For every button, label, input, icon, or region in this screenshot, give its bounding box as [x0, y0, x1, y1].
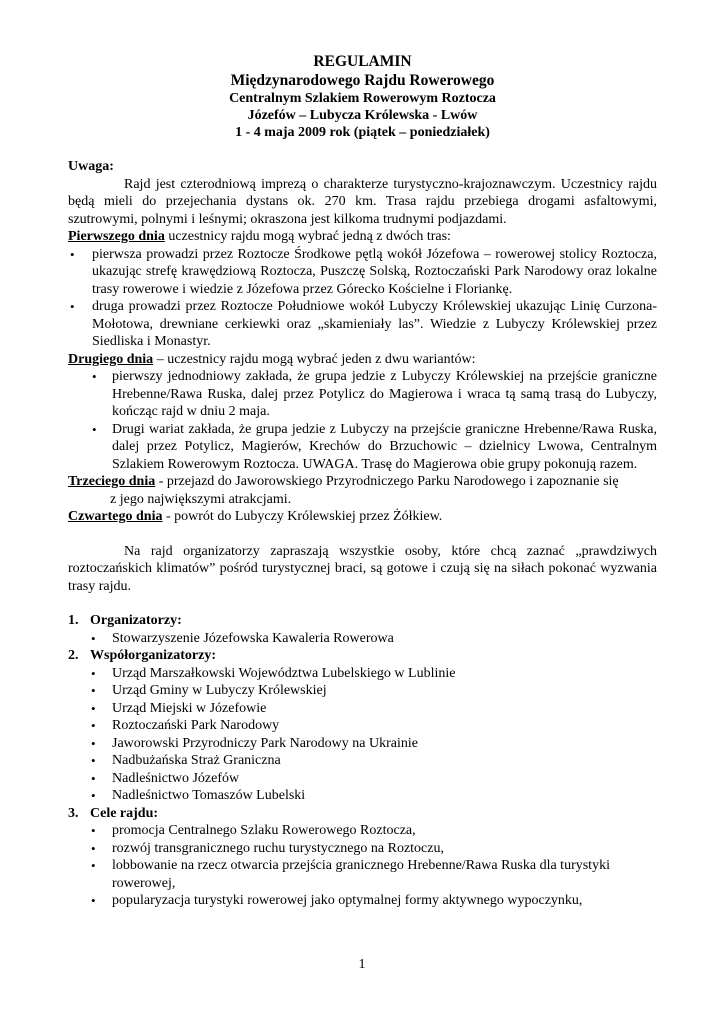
day1-label: Pierwszego dnia: [68, 229, 165, 244]
bullet-icon: •: [91, 893, 96, 908]
co-organizers-list: [68, 665, 657, 805]
bullet-icon: •: [91, 630, 96, 646]
day2-section: [68, 351, 657, 474]
list-item: • Urząd Gminy w Lubyczy Królewskiej: [91, 683, 327, 698]
list-item: • pierwszy jednodniowy zakłada, że grupa jedzie z Lubyczy Królewskiej na przejście graniczne Hrebenne/Rawa Ruska, dalej przez Potylicz do Magierowa i wraca tą samą trasą do Lubyczy, kończąc rajd w dniu 2 maja.: [92, 369, 657, 419]
day3-section: [68, 473, 657, 508]
list-item: • Urząd Marszałkowski Województwa Lubelskiego w Lublinie: [91, 665, 456, 681]
bullet-icon: •: [91, 683, 96, 698]
list-item: • Roztoczański Park Narodowy: [91, 718, 280, 733]
document-body: [68, 52, 657, 910]
day4-section: [68, 508, 657, 526]
list-item: • rozwój transgranicznego ruchu turystycznego na Roztoczu,: [91, 840, 444, 856]
section-co-organizers: [68, 647, 657, 805]
bullet-icon: •: [91, 770, 96, 786]
list-item: • lobbowanie na rzecz otwarcia przejścia granicznego Hrebenne/Rawa Ruska dla turystyki rowerowej,: [91, 858, 610, 891]
bullet-icon: •: [91, 858, 96, 873]
list-item: • Stowarzyszenie Józefowska Kawaleria Rowerowa: [91, 630, 394, 646]
day3-label: Trzeciego dnia: [68, 474, 156, 489]
organizers-list: [68, 630, 657, 648]
bullet-icon: •: [70, 299, 75, 314]
day1-section: [68, 228, 657, 351]
doc-route-title: Centralnym Szlakiem Rowerowym Roztocza: [229, 91, 496, 106]
invitation-paragraph: Na rajd organizatorzy zapraszają wszystkie osoby, które chcą zaznać „prawdziwych roztoczańskich klimatów” pośród turystycznej braci, są gotowe i czują się na siłach pokonać wyzwania trasy rajdu.: [68, 543, 657, 594]
section-heading: 1. Organizatorzy:: [68, 613, 182, 628]
section-goals: [68, 805, 657, 910]
day2-text: – uczestnicy rajdu mogą wybrać jeden z dwu wariantów:: [153, 351, 476, 367]
list-item: • Urząd Miejski w Józefowie: [91, 700, 267, 716]
day4-label: Czwartego dnia: [68, 509, 163, 524]
list-item: • pierwsza prowadzi przez Roztocze Środkowe pętlą wokół Józefowa – rowerowej stolicy Roztocza, ukazując strefę krawędziową Roztocza, Puszczę Solską, Roztoczański Park Narodowy oraz lokalne trasy rowerowe i wiedzie z Józefowa przez Górecko Kościelne i Floriankę.: [70, 246, 657, 297]
bullet-icon: •: [91, 700, 96, 716]
section-organizers: [68, 612, 657, 647]
day2-label: Drugiego dnia: [68, 351, 154, 367]
goals-list: [68, 822, 657, 910]
list-item: • Nadbużańska Straż Graniczna: [91, 753, 281, 768]
bullet-icon: •: [91, 665, 96, 681]
list-item: • Drugi wariat zakłada, że grupa jedzie z Lubyczy na przejście graniczne Hrebenne/Rawa Ruska, dalej przez Potylicz, Magierów, Krechów do Brzuchowic – dzielnicy Lwowa, Centralnym Szlakiem Rowerowym Roztocza. UWAGA. Trasę do Magierowa obie grupy pokonują razem.: [92, 421, 657, 472]
doc-title: REGULAMIN: [313, 53, 412, 70]
list-item: • popularyzacja turystyki rowerowej jako optymalnej formy aktywnego wypoczynku,: [91, 893, 583, 908]
bullet-icon: •: [92, 421, 97, 437]
doc-dates: 1 - 4 maja 2009 rok (piątek – poniedziałek): [235, 125, 490, 140]
section-heading: 2. Współorganizatorzy:: [68, 648, 216, 663]
bullet-icon: •: [92, 369, 97, 384]
list-item: • Nadleśnictwo Józefów: [91, 770, 240, 786]
doc-route-cities: Józefów – Lubycza Królewska - Lwów: [247, 108, 478, 123]
list-item: • Nadleśnictwo Tomaszów Lubelski: [91, 788, 306, 803]
list-item: • druga prowadzi przez Roztocze Południowe wokół Lubyczy Królewskiej ukazując Linię Curzona-Mołotowa, drewniane cerkiewki oraz „skamieniały las”. Wiedzie z Lubyczy Królewskiej przez Siedliska i Monastyr.: [70, 299, 657, 349]
day3-text: - przejazd do Jaworowskiego Przyrodniczego Parku Narodowego i zapoznanie się: [155, 474, 619, 489]
bullet-icon: •: [91, 788, 96, 803]
day1-list: [68, 246, 657, 351]
doc-subtitle: Międzynarodowego Rajdu Rowerowego: [230, 72, 495, 89]
day2-list: [68, 368, 657, 473]
bullet-icon: •: [91, 840, 96, 856]
day3-cont: z jego największymi atrakcjami.: [110, 491, 292, 507]
bullet-icon: •: [91, 753, 96, 768]
bullet-icon: •: [91, 823, 96, 838]
day1-text: uczestnicy rajdu mogą wybrać jedną z dwóch tras:: [164, 229, 451, 244]
note-section: [68, 158, 657, 228]
list-item: • promocja Centralnego Szlaku Rowerowego Roztocza,: [91, 823, 416, 838]
list-item: • Jaworowski Przyrodniczy Park Narodowy na Ukrainie: [91, 735, 418, 751]
note-label: Uwaga:: [68, 159, 114, 174]
bullet-icon: •: [91, 735, 96, 751]
bullet-icon: •: [70, 246, 75, 262]
note-text: Rajd jest czterodniową imprezą o charakterze turystyczno-krajoznawczym. Uczestnicy rajdu będą mieli do przejechania dystans ok. 270 km. Trasa rajdu przebiega drogami asfaltowymi, szutrowymi, polnymi i leśnymi; okraszona jest kilkoma trudnymi podjazdami.: [68, 176, 657, 227]
page-number: 1: [358, 957, 366, 972]
section-heading: 3. Cele rajdu:: [68, 805, 159, 821]
day4-text: - powrót do Lubyczy Królewskiej przez Żółkiew.: [162, 509, 443, 524]
bullet-icon: •: [91, 718, 96, 733]
